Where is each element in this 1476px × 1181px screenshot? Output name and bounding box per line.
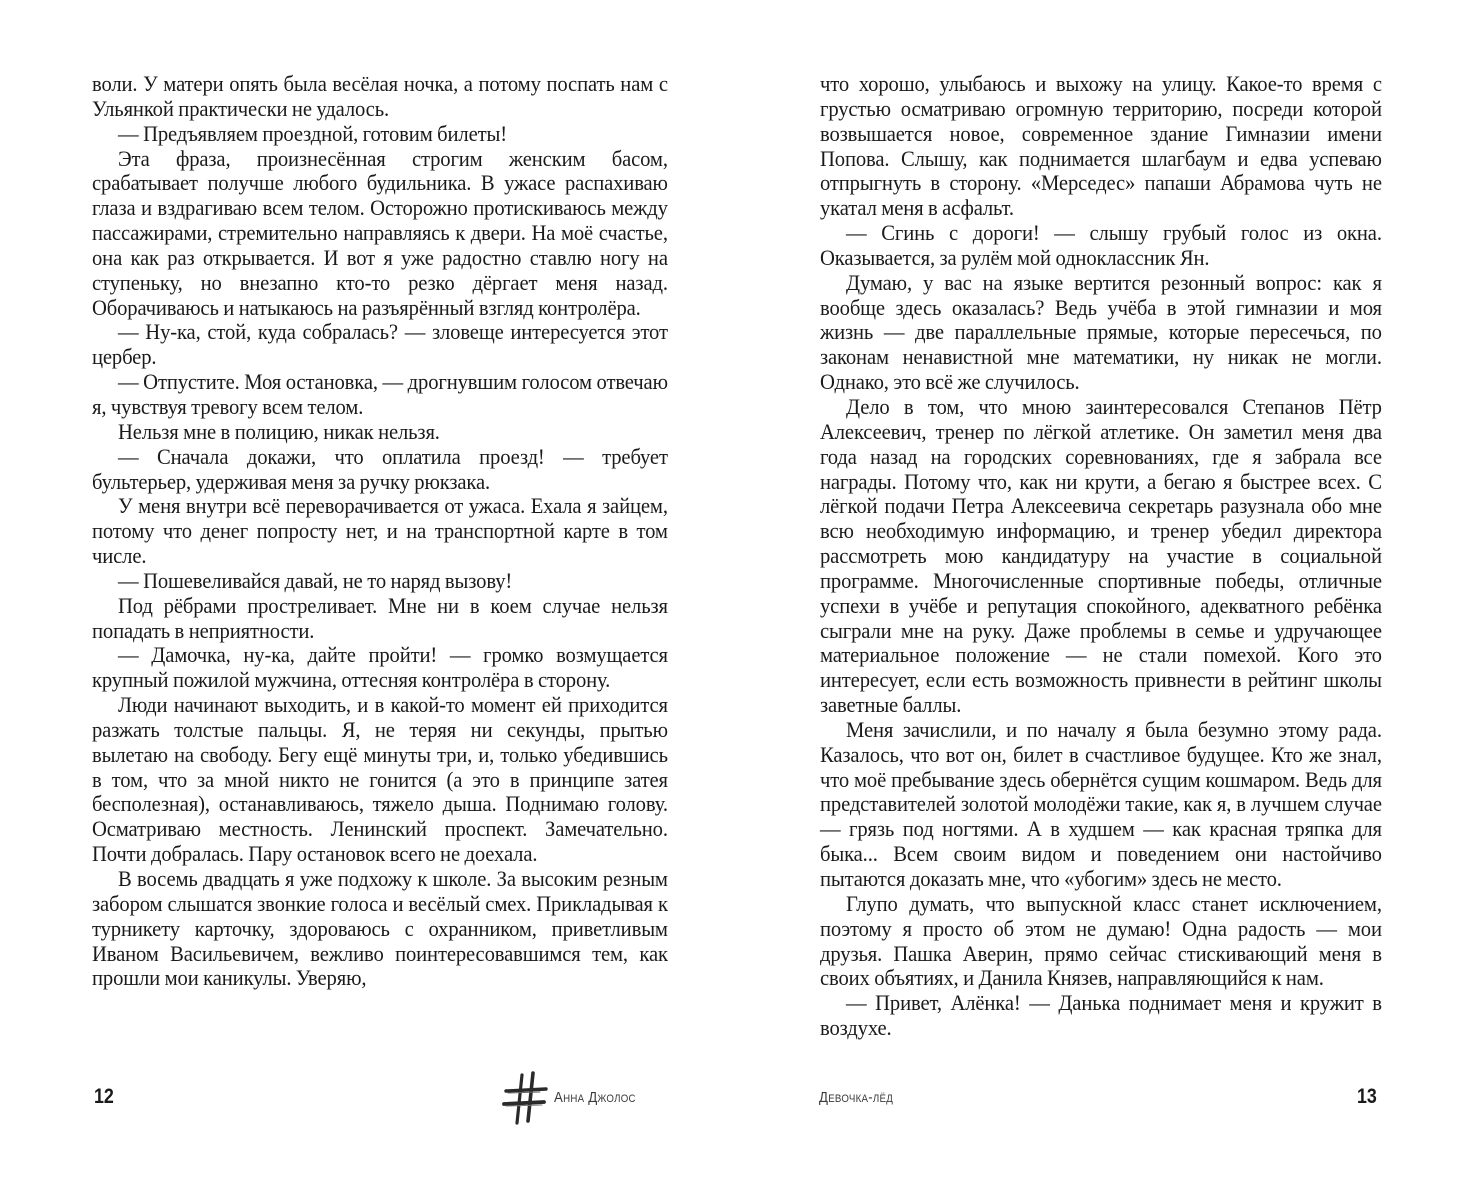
left-page-footer bbox=[94, 1082, 117, 1112]
paragraph: Нельзя мне в полицию, никак нельзя. bbox=[118, 418, 440, 444]
page-number: 12 bbox=[94, 1085, 114, 1108]
paragraph: — Сгинь с дороги! — слышу грубый голос из окна. Оказывается, за рулём мой одноклассник Ян. bbox=[820, 220, 1382, 270]
right-page-footer bbox=[1357, 1082, 1380, 1112]
paragraph: Глупо думать, что выпускной класс станет исключением, поэтому я просто об этом не думаю! Одна радость — мои друзья. Пашка Аверин, прямо сейчас стискивающий меня в своих объятиях, и Данила Князев, направляющийся к нам. bbox=[820, 890, 1382, 991]
left-running-head bbox=[500, 1082, 647, 1112]
paragraph: Люди начинают выходить, и в какой-то момент ей приходится разжать толстые пальцы. Я, не теряя ни секунды, прытью вылетаю на свободу. Бегу ещё минуты три, и, только убедившись в том, что за мной никто не гонится (а это в принципе затея бесполезная), останавливаюсь, тяжело дыша. Поднимаю голову. Осматриваю местность. Ленинский проспект. Замечательно. Почти добралась. Пару остановок всего не доехала. bbox=[92, 692, 668, 867]
paragraph: воли. У матери опять была весёлая ночка, а потому поспать нам с Ульянкой практически не удалось. bbox=[92, 71, 668, 121]
paragraph: — Сначала докажи, что оплатила проезд! — требует бультерьер, удерживая меня за ручку рюкзака. bbox=[92, 443, 668, 494]
paragraph: В восемь двадцать я уже подхожу к школе. За высоким резным забором слышатся звонкие голоса и весёлый смех. Прикладывая к турникету карточку, здороваюсь с охранником, приветливым Иваном Васильевичем, вежливо поинтересовавшимся тем, как прошли мои каникулы. Уверяю, bbox=[92, 866, 668, 991]
paragraph: Под рёбрами простреливает. Мне ни в коем случае нельзя попадать в неприятности. bbox=[92, 592, 668, 643]
paragraph: — Привет, Алёнка! — Данька поднимает меня и кружит в воздухе. bbox=[820, 990, 1382, 1041]
paragraph: — Предъявляем проездной, готовим билеты! bbox=[118, 120, 507, 146]
left-page-body bbox=[92, 72, 668, 991]
paragraph: У меня внутри всё переворачивается от ужаса. Ехала я зайцем, потому что денег попросту нет, и на транспортной карте в том числе. bbox=[92, 493, 668, 569]
page-number: 13 bbox=[1357, 1085, 1377, 1108]
paragraph: Думаю, у вас на языке вертится резонный вопрос: как я вообще здесь оказалась? Ведь учёба в этой гимназии и моя жизнь — две параллельные прямые, которые пересечься, по законам ненавистной мне математики, ну никак не могли. Однако, это всё же случилось. bbox=[820, 269, 1382, 395]
book-title: Девочка-лёд bbox=[819, 1088, 894, 1106]
paragraph: что хорошо, улыбаюсь и выхожу на улицу. Какое-то время с грустью осматриваю огромную территорию, посреди которой возвышается новое, современное здание Гимназии имени Попова. Слышу, как поднимается шлагбаум и едва успеваю отпрыгнуть в сторону. «Мерседес» папаши Абрамова чуть не укатал меня в асфальт. bbox=[820, 71, 1382, 221]
paragraph: Меня зачислили, и по началу я была безумно этому рада. Казалось, что вот он, билет в счастливое будущее. Кто же знал, что моё пребывание здесь обернётся сущим кошмаром. Ведь для представителей золотой молодёжи такие, как я, в лучшем случае — грязь под ногтями. А в худшем — как красная тряпка для быка... Всем своим видом и поведением они настойчиво пытаются доказать мне, что «убогим» здесь не место. bbox=[820, 716, 1382, 891]
paragraph: — Ну-ка, стой, куда собралась? — зловеще интересуется этот цербер. bbox=[92, 319, 668, 370]
author-name: Анна Джолос bbox=[554, 1088, 636, 1106]
paragraph: Эта фраза, произнесённая строгим женским басом, срабатывает получше любого будильника. В ужасе распахиваю глаза и вздрагиваю всем телом. Осторожно протискиваюсь между пассажирами, стремительно направляясь к двери. На моё счастье, она как раз открывается. И вот я уже радостно ставлю ногу на ступеньку, но внезапно кто-то резко дёргает меня назад. Оборачиваюсь и натыкаюсь на разъярённый взгляд контролёра. bbox=[92, 145, 668, 320]
right-page-body bbox=[820, 72, 1382, 1041]
paragraph: Дело в том, что мною заинтересовался Степанов Пётр Алексеевич, тренер по лёгкой атлетике. Он заметил меня два года назад на городских соревнованиях, где я забрала все награды. Потому что, как ни крути, а бегаю я быстрее всех. С лёгкой подачи Петра Алексеевича секретарь разузнала обо мне всю необходимую информацию, и тренер убедил директора рассмотреть мою кандидатуру на участие в социальной программе. Многочисленные спортивные победы, отличные успехи в учёбе и репутация спокойного, адекватного ребёнка сыграли мне на руку. Даже проблемы в семье и удручающее материальное положение — не стали помехой. Кого это интересует, если есть возможность привнести в рейтинг школы заветные баллы. bbox=[820, 393, 1382, 718]
paragraph: — Дамочка, ну-ка, дайте пройти! — громко возмущается крупный пожилой мужчина, оттесняя контролёра в сторону. bbox=[92, 642, 668, 693]
right-running-head bbox=[819, 1082, 903, 1112]
paragraph: — Пошевеливайся давай, не то наряд вызову! bbox=[118, 567, 513, 593]
paragraph: — Отпустите. Моя остановка, — дрогнувшим голосом отвечаю я, чувствуя тревогу всем телом. bbox=[92, 369, 668, 419]
hashtag-brush-icon bbox=[500, 1071, 552, 1127]
